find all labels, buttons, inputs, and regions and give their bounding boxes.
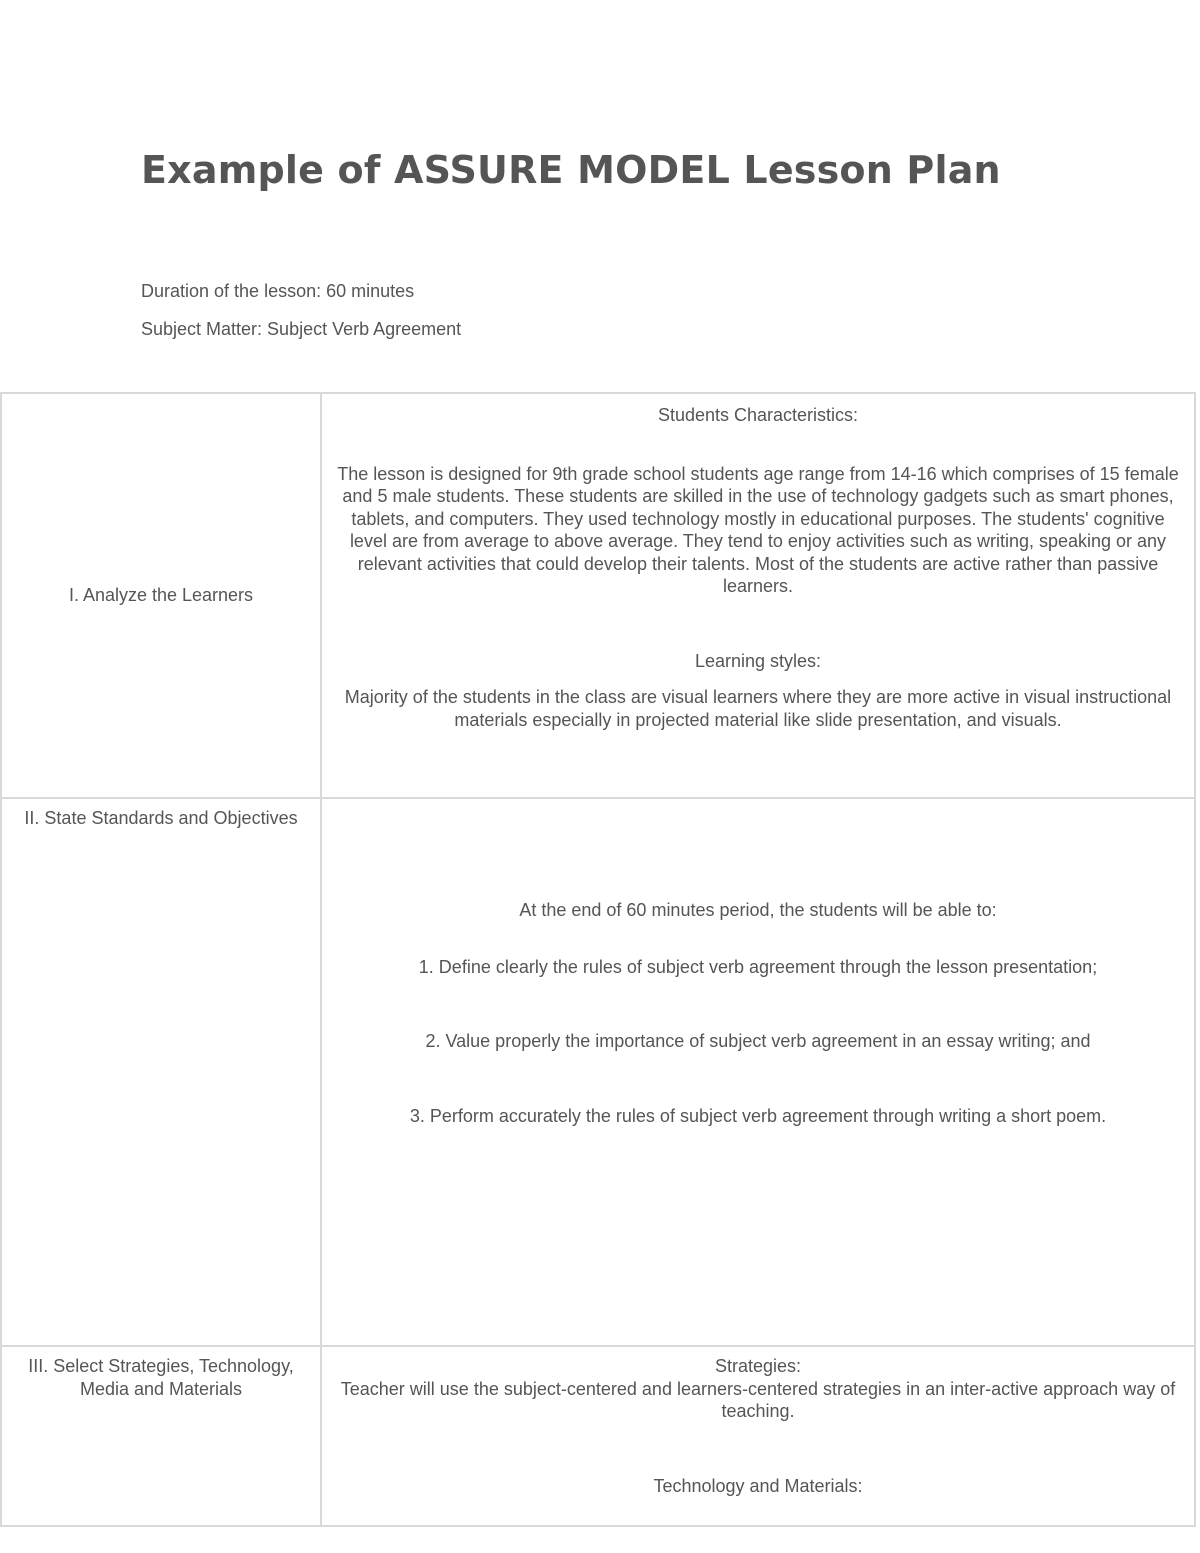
learning-styles-heading: Learning styles: bbox=[694, 650, 822, 671]
strategies-heading: Strategies: bbox=[714, 1356, 802, 1376]
technology-heading: Technology and Materials: bbox=[653, 1475, 863, 1496]
analyze-label: I. Analyze the Learners bbox=[1, 393, 321, 798]
page-title: Example of ASSURE MODEL Lesson Plan bbox=[141, 148, 1001, 192]
characteristics-text: The lesson is designed for 9th grade school students age range from 14-16 which comprises of 15 female and 5 male students. These students are skilled in the use of technology gadgets such as smart phones, tablets, and computers. They used technology mostly in educational purposes. The students' cognitive level are from average to above average. They tend to enjoy activities such as writing, speaking or any relevant activities that could develop their talents. Most of the students are active rather than passive learners. bbox=[337, 463, 1179, 596]
strategies-content bbox=[321, 1346, 1195, 1526]
objective-item: 1. Define clearly the rules of subject verb agreement through the lesson presentation; bbox=[418, 956, 1098, 977]
strategies-text: Teacher will use the subject-centered and learners-centered strategies in an inter-active approach way of teaching. bbox=[340, 1378, 1176, 1421]
characteristics-heading: Students Characteristics: bbox=[657, 405, 859, 425]
lesson-duration: Duration of the lesson: 60 minutes bbox=[141, 281, 415, 301]
objectives-label: II. State Standards and Objectives bbox=[1, 798, 321, 1346]
table-row-analyze bbox=[1, 393, 1195, 798]
objectives-content bbox=[321, 798, 1195, 1346]
subject-matter: Subject Matter: Subject Verb Agreement bbox=[141, 319, 462, 339]
analyze-content bbox=[321, 393, 1195, 798]
lesson-plan-table bbox=[0, 392, 1196, 1527]
learning-styles-text: Majority of the students in the class are visual learners where they are more active in visual instructional materials especially in projected material like slide presentation, and visuals. bbox=[344, 687, 1172, 730]
objective-item: 2. Value properly the importance of subject verb agreement in an essay writing; and bbox=[425, 1031, 1091, 1051]
objectives-intro: At the end of 60 minutes period, the students will be able to: bbox=[519, 900, 997, 920]
objective-item: 3. Perform accurately the rules of subject verb agreement through writing a short poem. bbox=[409, 1105, 1107, 1126]
strategies-label: III. Select Strategies, Technology, Media and Materials bbox=[1, 1346, 321, 1526]
table-row-objectives bbox=[1, 798, 1195, 1346]
table-row-strategies bbox=[1, 1346, 1195, 1526]
